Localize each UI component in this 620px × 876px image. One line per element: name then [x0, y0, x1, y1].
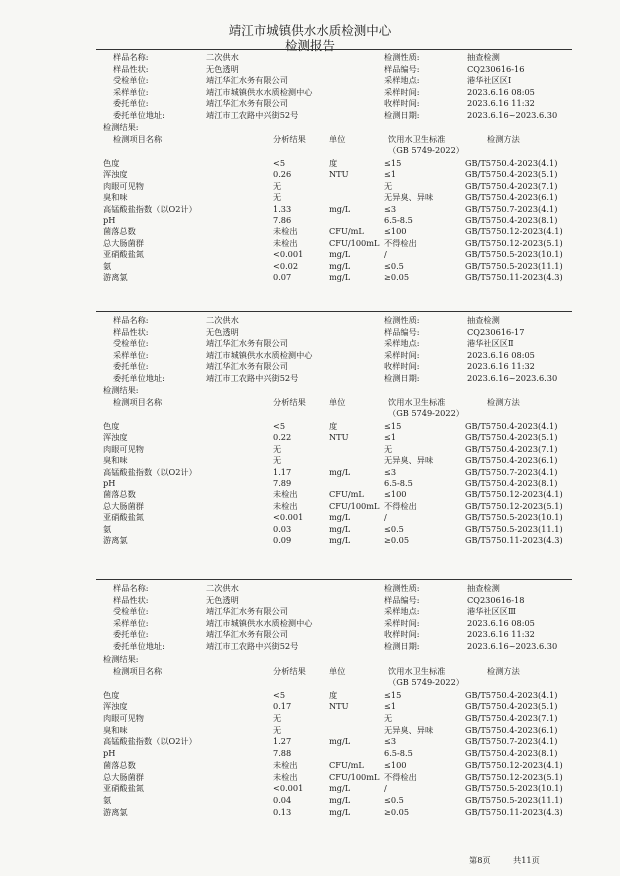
- result-standard: ≤1: [384, 432, 397, 443]
- result-value: 无: [273, 455, 282, 466]
- col-header-result: 分析结果: [273, 665, 306, 676]
- result-value: 未检出: [273, 237, 298, 248]
- result-item-name: 游离氯: [103, 535, 128, 545]
- info-value-receive-time: 2023.6.16 11:32: [467, 98, 535, 108]
- col-header-method: 检测方法: [487, 665, 520, 676]
- info-value-test-date: 2023.6.16~2023.6.30: [467, 641, 558, 651]
- info-label-test-type: 检测性质:: [384, 315, 420, 325]
- info-value-sampling-unit: 靖江市城镇供水水质检测中心: [206, 617, 313, 628]
- info-value-sampling-unit: 靖江市城镇供水水质检测中心: [206, 349, 313, 360]
- result-unit: NTU: [329, 432, 349, 443]
- result-unit: mg/L: [329, 523, 351, 534]
- col-header-method: 检测方法: [487, 397, 520, 407]
- info-label-test-date: 检测日期:: [384, 109, 420, 120]
- sample-section: [0, 582, 620, 852]
- result-method: GB/T5750.7-2023(4.1): [465, 203, 558, 214]
- info-value-sampling-site: 港华社区区Ⅲ: [467, 606, 516, 617]
- result-item-name: 亚硝酸盐氮: [103, 783, 144, 794]
- result-item-name: 浑浊度: [103, 701, 128, 712]
- result-item-name: 臭和味: [103, 724, 128, 735]
- result-unit: mg/L: [329, 466, 351, 477]
- result-item-name: 总大肠菌群: [103, 237, 144, 248]
- info-label-sample-nature: 样品性状:: [113, 63, 149, 74]
- result-value: 无: [273, 713, 282, 723]
- result-method: GB/T5750.5-2023(10.1): [465, 512, 563, 523]
- col-header-standard-ref: （GB 5749-2022）: [388, 408, 464, 418]
- result-item-name: 菌落总数: [103, 226, 136, 237]
- result-unit: CFU/100mL: [329, 237, 380, 248]
- result-value: <5: [273, 689, 286, 700]
- result-method: GB/T5750.12-2023(4.1): [465, 226, 563, 237]
- test-results-label: 检测结果:: [103, 122, 139, 132]
- result-standard: ≥0.05: [384, 806, 410, 817]
- result-value: <0.001: [273, 783, 304, 794]
- result-unit: CFU/mL: [329, 489, 364, 500]
- result-unit: NTU: [329, 701, 349, 712]
- result-method: GB/T5750.4-2023(8.1): [465, 478, 558, 488]
- info-label-sampling-unit: 采样单位:: [113, 617, 149, 628]
- info-value-client-unit: 靖江华汇水务有限公司: [206, 98, 288, 108]
- col-header-standard: 饮用水卫生标准: [388, 397, 446, 407]
- info-value-receive-time: 2023.6.16 11:32: [467, 629, 535, 640]
- result-value: 0.04: [273, 794, 292, 805]
- result-standard: 不得检出: [384, 771, 417, 782]
- info-value-sample-name: 二次供水: [206, 315, 239, 325]
- result-value: 无: [273, 724, 282, 735]
- result-value: 1.33: [273, 203, 292, 214]
- result-item-name: pH: [103, 478, 116, 488]
- result-method: GB/T5750.11-2023(4.3): [465, 272, 563, 282]
- info-label-client-unit: 委托单位:: [113, 629, 149, 640]
- result-standard: ≤3: [384, 736, 397, 747]
- result-unit: mg/L: [329, 203, 351, 214]
- info-label-sampling-time: 采样时间:: [384, 349, 420, 360]
- result-method: GB/T5750.5-2023(10.1): [465, 783, 563, 794]
- result-value: <5: [273, 158, 286, 168]
- page-number: 第8页: [469, 855, 491, 865]
- result-standard: ≥0.05: [384, 272, 410, 282]
- result-value: 无: [273, 180, 282, 191]
- col-header-standard: 饮用水卫生标准: [388, 665, 446, 676]
- info-value-sampling-site: 港华社区区Ⅱ: [467, 338, 514, 348]
- result-value: <0.02: [273, 260, 299, 271]
- col-header-standard-ref: （GB 5749-2022）: [388, 676, 464, 687]
- result-method: GB/T5750.4-2023(7.1): [465, 713, 558, 723]
- info-label-test-date: 检测日期:: [384, 641, 420, 651]
- result-unit: mg/L: [329, 794, 351, 805]
- result-standard: 不得检出: [384, 237, 417, 248]
- result-item-name: 肉眼可见物: [103, 443, 144, 454]
- result-method: GB/T5750.12-2023(4.1): [465, 759, 563, 770]
- page-total: 共11页: [513, 855, 540, 865]
- result-item-name: 浑浊度: [103, 432, 128, 443]
- info-label-sampling-time: 采样时间:: [384, 617, 420, 628]
- result-value: 0.09: [273, 535, 292, 545]
- result-value: 0.17: [273, 701, 292, 712]
- result-standard: ≤3: [384, 203, 397, 214]
- result-value: 0.07: [273, 272, 292, 282]
- info-value-sample-nature: 无色透明: [206, 63, 239, 74]
- info-value-test-date: 2023.6.16~2023.6.30: [467, 372, 558, 383]
- info-label-test-type: 检测性质:: [384, 583, 420, 593]
- info-value-client-unit: 靖江华汇水务有限公司: [206, 361, 288, 371]
- info-label-sample-no: 样品编号:: [384, 594, 420, 605]
- result-unit: mg/L: [329, 512, 351, 523]
- info-label-sample-name: 样品名称:: [113, 52, 149, 62]
- result-standard: /: [384, 512, 387, 523]
- info-value-entrusted-unit: 靖江华汇水务有限公司: [206, 338, 288, 348]
- info-value-sampling-unit: 靖江市城镇供水水质检测中心: [206, 86, 313, 97]
- result-item-name: 色度: [103, 421, 120, 431]
- result-item-name: 游离氯: [103, 806, 128, 817]
- result-value: 未检出: [273, 226, 298, 237]
- info-label-sampling-unit: 采样单位:: [113, 86, 149, 97]
- result-item-name: pH: [103, 215, 116, 225]
- result-method: GB/T5750.4-2023(7.1): [465, 443, 558, 454]
- col-header-standard-ref: （GB 5749-2022）: [388, 145, 464, 155]
- info-value-test-type: 抽查检测: [467, 315, 500, 325]
- result-value: <0.001: [273, 512, 304, 523]
- result-method: GB/T5750.12-2023(5.1): [465, 237, 563, 248]
- result-item-name: 总大肠菌群: [103, 771, 144, 782]
- col-header-item: 检测项目名称: [113, 397, 163, 407]
- result-value: 1.27: [273, 736, 292, 747]
- result-standard: /: [384, 783, 387, 794]
- result-value: 7.88: [273, 748, 292, 759]
- result-standard: 无: [384, 180, 393, 191]
- result-standard: ≤0.5: [384, 794, 404, 805]
- result-item-name: 氨: [103, 794, 112, 805]
- result-standard: 无异臭、异味: [384, 724, 434, 735]
- result-standard: ≤15: [384, 689, 402, 700]
- result-value: <0.001: [273, 249, 304, 260]
- result-value: 1.17: [273, 466, 292, 477]
- result-method: GB/T5750.4-2023(8.1): [465, 748, 558, 759]
- result-value: 未检出: [273, 771, 298, 782]
- sample-section: [0, 314, 620, 578]
- info-label-sampling-site: 采样地点:: [384, 75, 420, 85]
- result-unit: CFU/mL: [329, 759, 364, 770]
- info-label-receive-time: 收样时间:: [384, 361, 420, 371]
- result-method: GB/T5750.4-2023(5.1): [465, 169, 558, 180]
- result-standard: 6.5-8.5: [384, 748, 413, 759]
- result-item-name: 色度: [103, 158, 120, 168]
- result-item-name: 肉眼可见物: [103, 713, 144, 723]
- result-item-name: 亚硝酸盐氮: [103, 249, 144, 260]
- result-method: GB/T5750.11-2023(4.3): [465, 535, 563, 545]
- result-standard: ≤0.5: [384, 523, 404, 534]
- result-unit: 度: [329, 421, 338, 431]
- info-label-sample-no: 样品编号:: [384, 63, 420, 74]
- section-divider: [96, 311, 572, 312]
- result-method: GB/T5750.4-2023(6.1): [465, 192, 558, 203]
- info-label-sampling-site: 采样地点:: [384, 606, 420, 617]
- result-unit: CFU/100mL: [329, 771, 380, 782]
- info-label-sampling-time: 采样时间:: [384, 86, 420, 97]
- info-label-sample-name: 样品名称:: [113, 315, 149, 325]
- result-value: 未检出: [273, 500, 298, 511]
- result-standard: 6.5-8.5: [384, 478, 413, 488]
- result-unit: CFU/100mL: [329, 500, 380, 511]
- info-value-sample-name: 二次供水: [206, 52, 239, 62]
- col-header-standard: 饮用水卫生标准: [388, 134, 446, 144]
- info-value-sample-no: CQ230616-18: [467, 594, 525, 605]
- info-value-test-type: 抽查检测: [467, 52, 500, 62]
- section-divider: [96, 579, 572, 580]
- result-unit: CFU/mL: [329, 226, 364, 237]
- col-header-result: 分析结果: [273, 397, 306, 407]
- result-item-name: 高锰酸盐指数（以O2计）: [103, 466, 197, 477]
- info-label-sample-no: 样品编号:: [384, 326, 420, 337]
- col-header-method: 检测方法: [487, 134, 520, 144]
- info-label-sample-nature: 样品性状:: [113, 594, 149, 605]
- result-method: GB/T5750.12-2023(5.1): [465, 500, 563, 511]
- col-header-item: 检测项目名称: [113, 134, 163, 144]
- report-org-title: 靖江市城镇供水水质检测中心: [228, 23, 392, 38]
- result-value: 未检出: [273, 489, 298, 500]
- result-item-name: 色度: [103, 689, 120, 700]
- info-value-sample-no: CQ230616-17: [467, 326, 525, 337]
- result-method: GB/T5750.4-2023(4.1): [465, 689, 558, 700]
- result-method: GB/T5750.5-2023(11.1): [465, 260, 563, 271]
- col-header-result: 分析结果: [273, 134, 306, 144]
- result-standard: ≤15: [384, 158, 402, 168]
- result-standard: ≤3: [384, 466, 397, 477]
- result-item-name: 臭和味: [103, 192, 128, 203]
- info-label-client-address: 委托单位地址:: [113, 372, 165, 383]
- result-value: 0.03: [273, 523, 292, 534]
- result-item-name: 亚硝酸盐氮: [103, 512, 144, 523]
- info-value-sample-name: 二次供水: [206, 583, 239, 593]
- info-label-sampling-site: 采样地点:: [384, 338, 420, 348]
- top-divider: [96, 49, 572, 50]
- result-item-name: 游离氯: [103, 272, 128, 282]
- result-method: GB/T5750.4-2023(4.1): [465, 421, 558, 431]
- info-label-client-unit: 委托单位:: [113, 98, 149, 108]
- info-value-entrusted-unit: 靖江华汇水务有限公司: [206, 606, 288, 617]
- info-label-sample-nature: 样品性状:: [113, 326, 149, 337]
- result-item-name: 菌落总数: [103, 489, 136, 500]
- result-item-name: 肉眼可见物: [103, 180, 144, 191]
- result-unit: mg/L: [329, 806, 351, 817]
- result-method: GB/T5750.11-2023(4.3): [465, 806, 563, 817]
- report-subtitle: 检测报告: [284, 38, 335, 53]
- result-value: 无: [273, 192, 282, 203]
- result-standard: 无: [384, 443, 393, 454]
- result-standard: ≤0.5: [384, 260, 404, 271]
- info-value-sampling-time: 2023.6.16 08:05: [467, 86, 535, 97]
- info-value-receive-time: 2023.6.16 11:32: [467, 361, 535, 371]
- result-standard: ≤1: [384, 169, 397, 180]
- result-standard: 无: [384, 713, 393, 723]
- result-value: 0.26: [273, 169, 292, 180]
- result-standard: ≥0.05: [384, 535, 410, 545]
- result-standard: ≤15: [384, 421, 402, 431]
- col-header-unit: 单位: [329, 134, 346, 144]
- result-value: 0.22: [273, 432, 292, 443]
- result-item-name: 氨: [103, 260, 112, 271]
- result-unit: mg/L: [329, 260, 351, 271]
- result-value: 7.89: [273, 478, 292, 488]
- result-standard: 无异臭、异味: [384, 455, 434, 466]
- result-method: GB/T5750.4-2023(6.1): [465, 455, 558, 466]
- result-method: GB/T5750.4-2023(8.1): [465, 215, 558, 225]
- result-method: GB/T5750.4-2023(7.1): [465, 180, 558, 191]
- result-item-name: 总大肠菌群: [103, 500, 144, 511]
- result-unit: 度: [329, 689, 338, 700]
- result-value: 0.13: [273, 806, 292, 817]
- info-label-receive-time: 收样时间:: [384, 629, 420, 640]
- result-value: 7.86: [273, 215, 292, 225]
- info-value-sampling-time: 2023.6.16 08:05: [467, 617, 535, 628]
- result-method: GB/T5750.12-2023(4.1): [465, 489, 563, 500]
- result-standard: 无异臭、异味: [384, 192, 434, 203]
- result-standard: ≤100: [384, 489, 407, 500]
- info-label-test-type: 检测性质:: [384, 52, 420, 62]
- result-item-name: 氨: [103, 523, 112, 534]
- info-value-sample-nature: 无色透明: [206, 594, 239, 605]
- col-header-unit: 单位: [329, 397, 346, 407]
- result-method: GB/T5750.7-2023(4.1): [465, 466, 558, 477]
- result-method: GB/T5750.4-2023(6.1): [465, 724, 558, 735]
- result-method: GB/T5750.12-2023(5.1): [465, 771, 563, 782]
- info-value-client-unit: 靖江华汇水务有限公司: [206, 629, 288, 640]
- col-header-item: 检测项目名称: [113, 665, 163, 676]
- info-label-test-date: 检测日期:: [384, 372, 420, 383]
- result-unit: mg/L: [329, 736, 351, 747]
- info-value-sample-no: CQ230616-16: [467, 63, 525, 74]
- result-method: GB/T5750.5-2023(11.1): [465, 523, 563, 534]
- col-header-unit: 单位: [329, 665, 346, 676]
- info-label-client-address: 委托单位地址:: [113, 109, 165, 120]
- result-item-name: 高锰酸盐指数（以O2计）: [103, 736, 197, 747]
- info-label-sampling-unit: 采样单位:: [113, 349, 149, 360]
- result-standard: ≤100: [384, 759, 407, 770]
- result-standard: 6.5-8.5: [384, 215, 413, 225]
- info-label-client-address: 委托单位地址:: [113, 641, 165, 651]
- info-label-entrusted-unit: 受检单位:: [113, 606, 149, 617]
- result-method: GB/T5750.5-2023(10.1): [465, 249, 563, 260]
- result-item-name: 菌落总数: [103, 759, 136, 770]
- result-method: GB/T5750.4-2023(4.1): [465, 158, 558, 168]
- result-value: <5: [273, 421, 286, 431]
- result-method: GB/T5750.7-2023(4.1): [465, 736, 558, 747]
- result-item-name: 高锰酸盐指数（以O2计）: [103, 203, 197, 214]
- result-standard: ≤1: [384, 701, 397, 712]
- info-value-sample-nature: 无色透明: [206, 326, 239, 337]
- info-value-test-type: 抽查检测: [467, 583, 500, 593]
- test-results-label: 检测结果:: [103, 653, 139, 664]
- info-value-sampling-time: 2023.6.16 08:05: [467, 349, 535, 360]
- result-value: 无: [273, 443, 282, 454]
- result-unit: 度: [329, 158, 338, 168]
- result-item-name: 浑浊度: [103, 169, 128, 180]
- result-standard: /: [384, 249, 387, 260]
- result-standard: 不得检出: [384, 500, 417, 511]
- info-value-client-address: 靖江市工农路中兴街52号: [206, 641, 299, 651]
- info-value-test-date: 2023.6.16~2023.6.30: [467, 109, 558, 120]
- result-unit: mg/L: [329, 535, 351, 545]
- result-method: GB/T5750.4-2023(5.1): [465, 432, 558, 443]
- sample-section: [0, 51, 620, 310]
- result-item-name: 臭和味: [103, 455, 128, 466]
- result-method: GB/T5750.4-2023(5.1): [465, 701, 558, 712]
- info-value-entrusted-unit: 靖江华汇水务有限公司: [206, 75, 288, 85]
- info-label-client-unit: 委托单位:: [113, 361, 149, 371]
- result-unit: mg/L: [329, 249, 351, 260]
- result-unit: mg/L: [329, 783, 351, 794]
- info-label-entrusted-unit: 受检单位:: [113, 338, 149, 348]
- info-label-entrusted-unit: 受检单位:: [113, 75, 149, 85]
- result-item-name: pH: [103, 748, 116, 759]
- result-standard: ≤100: [384, 226, 407, 237]
- info-value-sampling-site: 港华社区区Ⅰ: [467, 75, 512, 85]
- result-method: GB/T5750.5-2023(11.1): [465, 794, 563, 805]
- result-unit: NTU: [329, 169, 349, 180]
- info-label-receive-time: 收样时间:: [384, 98, 420, 108]
- info-label-sample-name: 样品名称:: [113, 583, 149, 593]
- result-unit: mg/L: [329, 272, 351, 282]
- info-value-client-address: 靖江市工农路中兴街52号: [206, 372, 299, 383]
- info-value-client-address: 靖江市工农路中兴街52号: [206, 109, 299, 120]
- result-value: 未检出: [273, 759, 298, 770]
- test-results-label: 检测结果:: [103, 385, 139, 395]
